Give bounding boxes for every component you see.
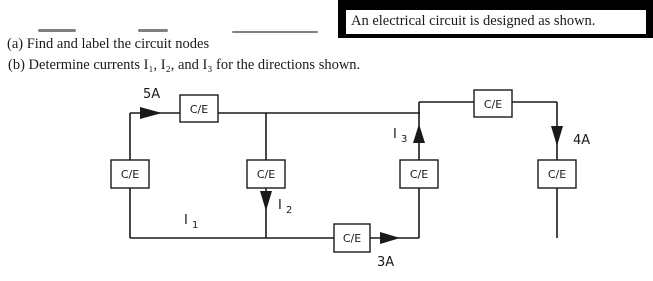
question-part-b: (b) Determine currents I₁, I₂, and I₃ for the directions shown. [8,57,361,73]
arrow-down-icon [260,191,272,211]
arrow-right-icon [380,232,400,244]
current-i2-label [278,198,292,216]
element-label: C/E [256,168,276,181]
source-5a-label: 5A [143,87,161,102]
arrow-down-icon [551,126,563,146]
element-box [180,95,218,122]
element-box [111,160,149,188]
current-letter: I [278,198,282,213]
element-box [247,160,285,188]
element-label: C/E [342,232,362,245]
problem-intro: An electrical circuit is designed as shown. [351,13,596,29]
current-i3-label [393,127,407,145]
element-box [474,90,512,117]
current-subscript: 2 [286,205,293,216]
element-label: C/E [409,168,429,181]
arrow-right-icon [140,107,162,119]
source-4a-label: 4A [573,133,591,148]
current-subscript: 1 [192,220,199,231]
arrow-up-icon [413,124,425,143]
current-letter: I [184,213,188,228]
element-label: C/E [189,103,209,116]
source-3a-label: 3A [377,255,395,270]
question-part-a: (a) Find and label the circuit nodes [7,36,210,52]
element-box [538,160,576,188]
current-i1-label [184,213,198,231]
current-letter: I [393,127,397,142]
element-box [334,224,370,252]
element-box [400,160,438,188]
current-subscript: 3 [401,134,408,145]
element-label: C/E [120,168,140,181]
element-label: C/E [483,98,503,111]
element-label: C/E [547,168,567,181]
